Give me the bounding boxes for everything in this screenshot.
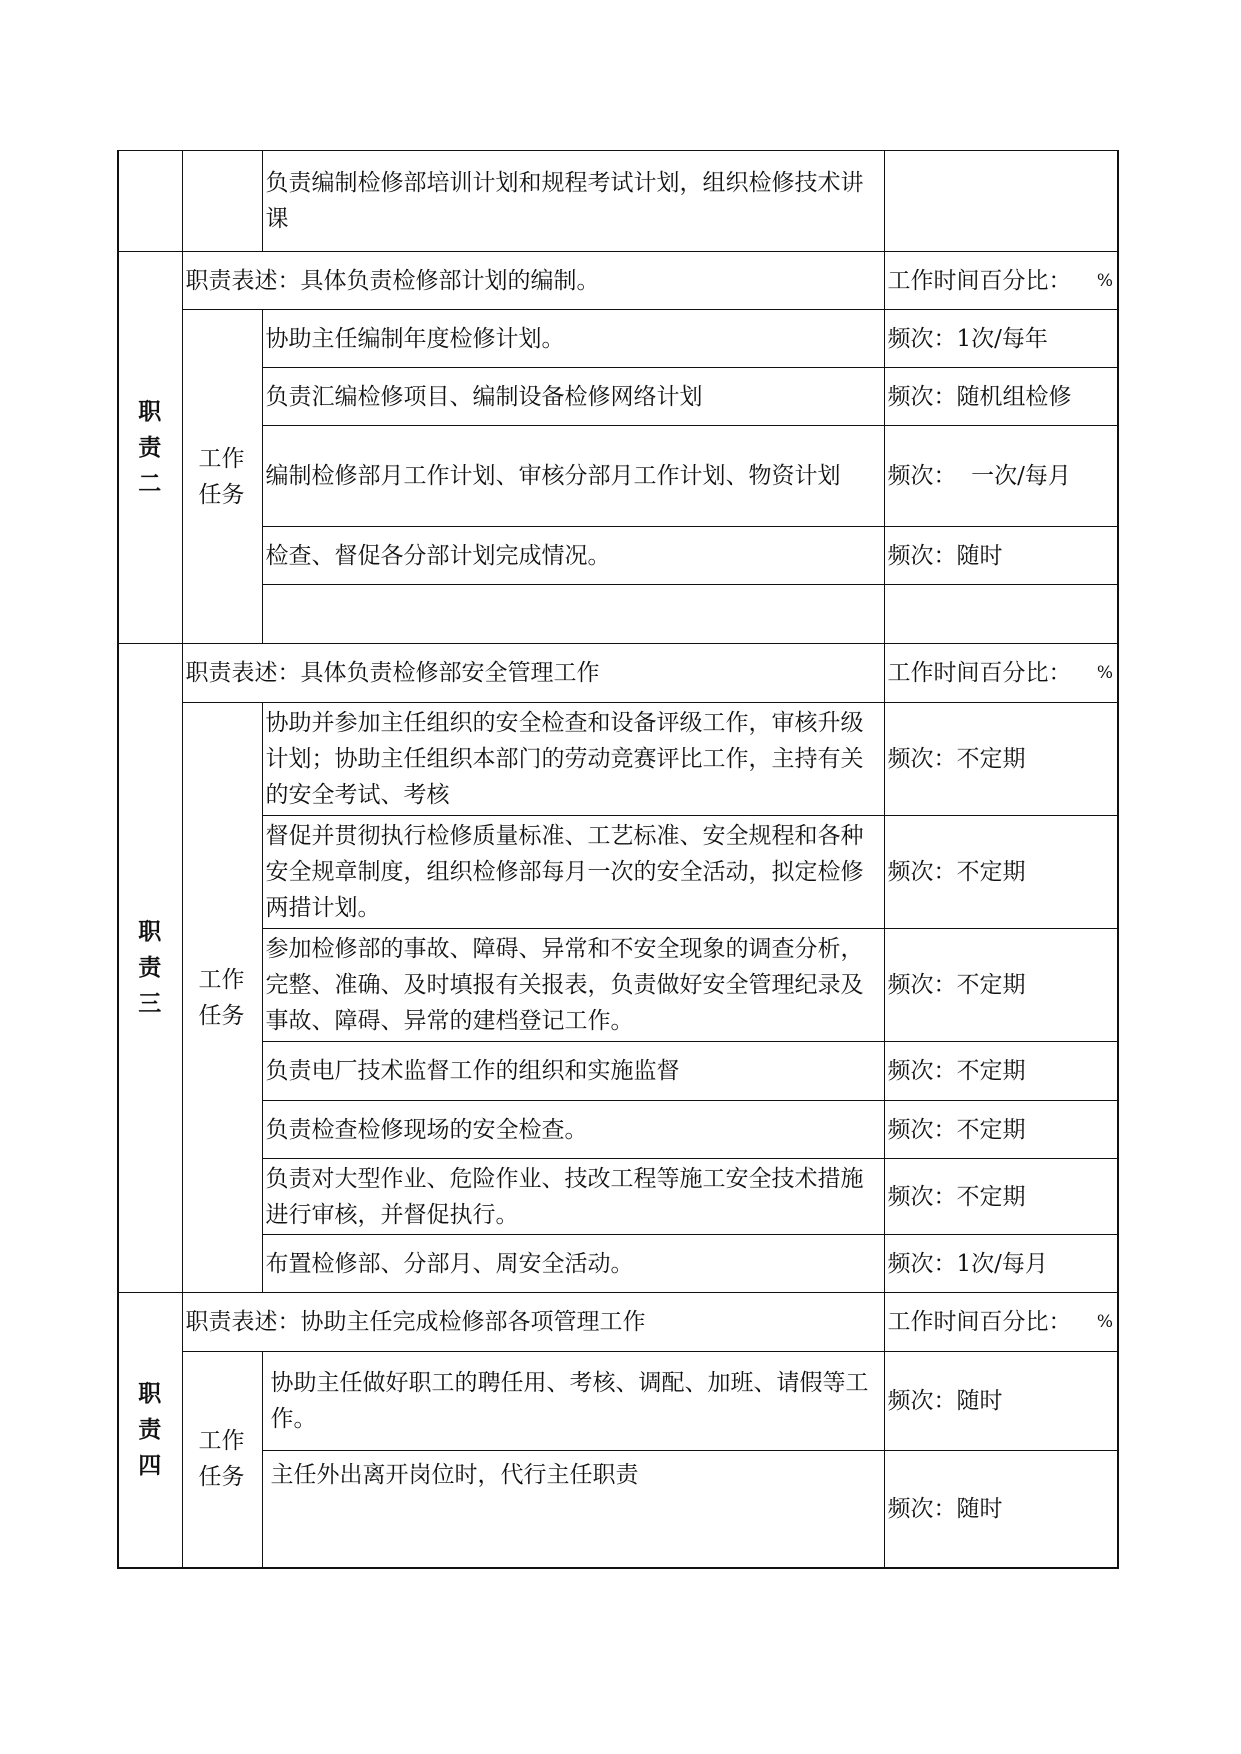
task-frequency: 频次：随时 (884, 1352, 1118, 1451)
section-3-pct (884, 644, 1118, 703)
task-row (118, 929, 1118, 1042)
section-heading-text: 职 责 三 (138, 918, 162, 1017)
task-row (118, 527, 1118, 585)
task-frequency: 频次：1次/每月 (884, 1235, 1118, 1293)
section-2-heading (118, 252, 182, 644)
task-frequency: 频次：不定期 (884, 929, 1118, 1042)
heading-cell-empty (118, 151, 182, 252)
pct-unit: % (1096, 663, 1113, 683)
tasks-label (182, 310, 262, 644)
task-text: 参加检修部的事故、障碍、异常和不安全现象的调查分析，完整、准确、及时填报有关报表，负责做好安全管理纪录及事故、障碍、异常的建档登记工作。 (262, 929, 884, 1042)
freq-cell-empty (884, 151, 1118, 252)
task-frequency: 频次：随机组检修 (884, 368, 1118, 426)
tasks-label (182, 1352, 262, 1568)
task-row (118, 368, 1118, 426)
task-text: 负责电厂技术监督工作的组织和实施监督 (262, 1042, 884, 1101)
task-text: 主任外出离开岗位时，代行主任职责 (262, 1451, 884, 1568)
task-row-empty (118, 585, 1118, 644)
task-row (118, 1451, 1118, 1568)
task-text: 协助主任编制年度检修计划。 (262, 310, 884, 368)
task-row (118, 816, 1118, 929)
section-heading-text: 职 责 二 (138, 397, 162, 497)
section-heading-text: 职 责 四 (138, 1379, 162, 1479)
task-row (118, 426, 1118, 527)
task-text: 负责对大型作业、危险作业、技改工程等施工安全技术措施进行审核，并督促执行。 (262, 1159, 884, 1235)
task-text: 检查、督促各分部计划完成情况。 (262, 527, 884, 585)
task-text: 协助并参加主任组织的安全检查和设备评级工作，审核升级计划；协助主任组织本部门的劳动竞赛评比工作，主持有关的安全考试、考核 (262, 703, 884, 816)
task-frequency: 频次：不定期 (884, 816, 1118, 929)
tasks-label-text: 工作 任务 (198, 966, 245, 1029)
section-4-description: 职责表述：协助主任完成检修部各项管理工作 (182, 1293, 884, 1352)
section-4-heading (118, 1293, 182, 1568)
pct-unit: % (1096, 1312, 1113, 1332)
task-text: 协助主任做好职工的聘任用、考核、调配、加班、请假等工作。 (262, 1352, 884, 1451)
label-cell-empty (182, 151, 262, 252)
task-frequency: 频次：不定期 (884, 1101, 1118, 1159)
tasks-label-text: 工作 任务 (198, 1428, 245, 1491)
task-frequency: 频次：不定期 (884, 1042, 1118, 1101)
tasks-label-text: 工作 任务 (198, 445, 245, 508)
task-frequency: 频次：1次/每年 (884, 310, 1118, 368)
task-frequency: 频次：不定期 (884, 703, 1118, 816)
task-frequency: 频次：随时 (884, 527, 1118, 585)
task-row (118, 1101, 1118, 1159)
task-row (118, 1352, 1118, 1451)
section-2-description: 职责表述：具体负责检修部计划的编制。 (182, 252, 884, 310)
task-row (118, 1159, 1118, 1235)
task-text: 负责汇编检修项目、编制设备检修网络计划 (262, 368, 884, 426)
section-3-description: 职责表述：具体负责检修部安全管理工作 (182, 644, 884, 703)
task-frequency: 频次：随时 (884, 1451, 1118, 1568)
task-text: 督促并贯彻执行检修质量标准、工艺标准、安全规程和各种安全规章制度，组织检修部每月一次的安全活动，拟定检修两措计划。 (262, 816, 884, 929)
section-3-description-row (118, 644, 1118, 703)
duty-table (117, 150, 1119, 1569)
pct-unit: % (1096, 270, 1113, 291)
pct-label: 工作时间百分比： (887, 660, 1072, 686)
task-text: 编制检修部月工作计划、审核分部月工作计划、物资计划 (262, 426, 884, 527)
section-2-description-row (118, 252, 1118, 310)
section-2-pct (884, 252, 1118, 310)
task-frequency: 频次：不定期 (884, 1159, 1118, 1235)
task-row (118, 703, 1118, 816)
task-row (118, 310, 1118, 368)
tasks-label (182, 703, 262, 1293)
pct-label: 工作时间百分比： (887, 1309, 1072, 1335)
section-3-heading (118, 644, 182, 1293)
task-row (118, 1235, 1118, 1293)
task-text: 布置检修部、分部月、周安全活动。 (262, 1235, 884, 1293)
section-4-description-row (118, 1293, 1118, 1352)
task-text: 负责检查检修现场的安全检查。 (262, 1101, 884, 1159)
pct-label: 工作时间百分比： (887, 267, 1072, 294)
continuation-row (118, 151, 1118, 252)
section-4-pct (884, 1293, 1118, 1352)
task-text: 负责编制检修部培训计划和规程考试计划，组织检修技术讲课 (262, 151, 884, 252)
task-text (262, 585, 884, 644)
task-frequency (884, 585, 1118, 644)
task-frequency: 频次： 一次/每月 (884, 426, 1118, 527)
duty-sheet (117, 150, 1119, 1569)
task-row (118, 1042, 1118, 1101)
